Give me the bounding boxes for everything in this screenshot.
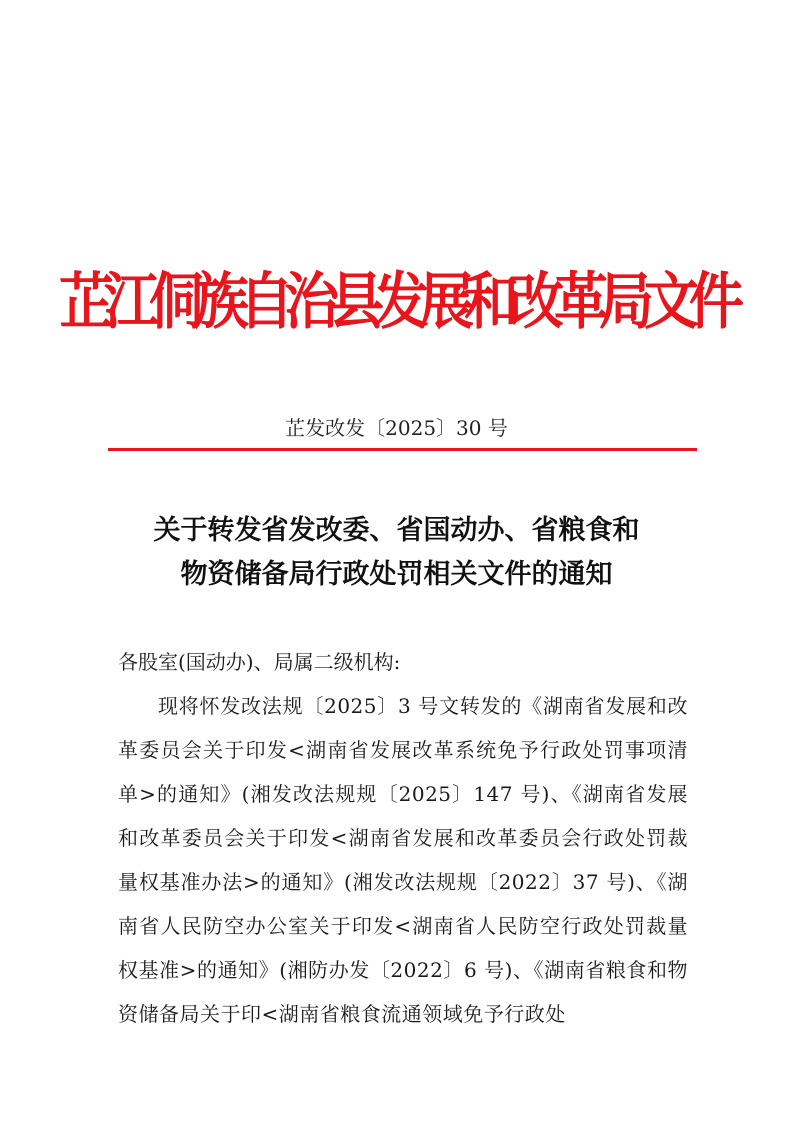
red-divider-line <box>108 448 697 451</box>
notice-title <box>108 509 685 597</box>
salutation: 各股室(国动办)、局属二级机构: <box>118 650 401 674</box>
document-number: 芷发改发〔2025〕30 号 <box>285 416 508 440</box>
body-paragraph: 现将怀发改法规〔2025〕3 号文转发的《湖南省发展和改革委员会关于印发<湖南省发展改革系统免予行政处罚事项清单>的通知》(湘发改法规规〔2025〕147 号)、《湖南省发展和改革委员会关于印发<湖南省发展和改革委员会行政处罚裁量权基准办法>的通知》(湘发改法规规〔2022〕37 号)、《湖南省人民防空办公室关于印发<湖南省人民防空行政处罚裁量权基准>的通知》(湘防办发〔2022〕6 号)、《湖南省粮食和物资储备局关于印<湖南省粮食流通领域免予行政处 <box>118 694 688 1026</box>
masthead-title: 芷江侗族自治县发展和改革局文件 <box>58 264 734 338</box>
notice-title-line-2: 物资储备局行政处罚相关文件的通知 <box>180 559 613 590</box>
notice-title-line-1: 关于转发省发改委、省国动办、省粮食和 <box>153 515 640 546</box>
document-body <box>118 640 688 1036</box>
